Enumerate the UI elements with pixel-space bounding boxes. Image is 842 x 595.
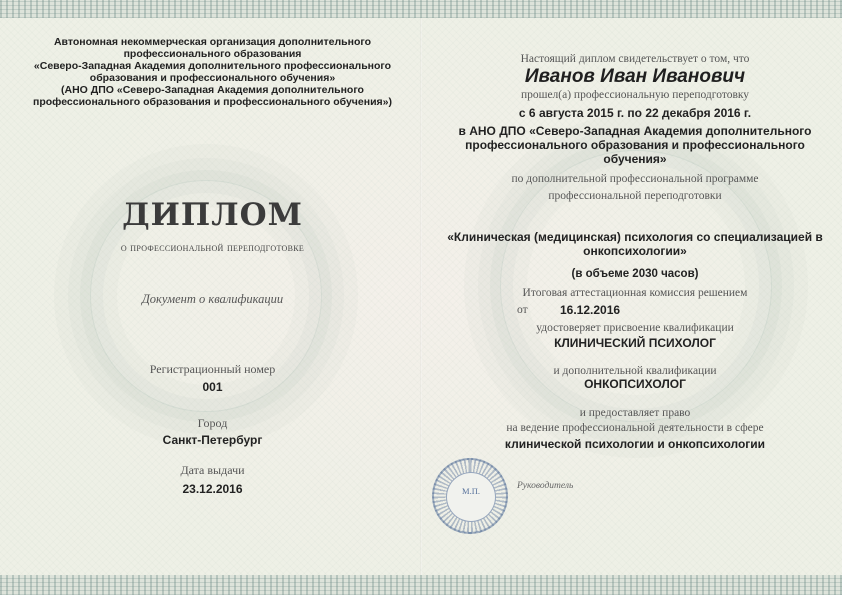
grants-right-statement: и предоставляет право (579, 407, 691, 419)
academy-name (450, 124, 820, 166)
issue-date-label: Дата выдачи (180, 463, 245, 477)
activity-statement: на ведение профессиональной деятельности в сфере (506, 422, 764, 434)
commission-statement: Итоговая аттестационная комиссия решением (522, 287, 748, 299)
seal-center (446, 472, 496, 522)
city-label: Город (197, 416, 228, 430)
page-fold (420, 18, 422, 575)
program-name (445, 230, 825, 258)
decision-from-label: от (517, 304, 528, 316)
academy-line: в АНО ДПО «Северо-Западная Академия дополнительного (458, 124, 812, 138)
document-type-label: Документ о квалификации (141, 292, 284, 306)
organization-line: профессионального образования (123, 48, 302, 60)
certificate-intro: Настоящий диплом свидетельствует о том, что (520, 53, 750, 65)
city-value: Санкт-Петербург (162, 433, 263, 447)
director-signature-label: Руководитель (517, 481, 574, 491)
diploma-title: ДИПЛОМ (122, 197, 303, 233)
program-type-line1: по дополнительной профессиональной программе (511, 173, 759, 185)
official-seal-stamp (432, 458, 508, 534)
professional-field: клинической психологии и онкопсихологии (504, 437, 766, 451)
registration-number-label: Регистрационный номер (149, 362, 276, 376)
issue-date: 23.12.2016 (182, 482, 243, 496)
organization-line: образования и профессионального обучения» (89, 72, 336, 84)
organization-line: (АНО ДПО «Северо-Западная Академия дополнительного (61, 84, 364, 96)
additional-qualification-label: и дополнительной квалификации (553, 365, 717, 377)
diploma-subtitle: о профессиональной переподготовке (120, 240, 305, 254)
program-name-line: «Клиническая (медицинская) психология со специализацией в (447, 230, 823, 244)
top-ornament-border (0, 0, 842, 18)
retraining-statement: прошел(а) профессиональную переподготовку (520, 89, 750, 101)
program-volume: (в объеме 2030 часов) (571, 268, 699, 280)
organization-line: «Северо-Западная Академия дополнительного профессионального (33, 60, 392, 72)
organization-name (20, 36, 405, 108)
bottom-ornament-border (0, 575, 842, 595)
program-type-line2: профессиональной переподготовки (548, 190, 722, 202)
certifies-statement: удостоверяет присвоение квалификации (536, 322, 734, 334)
organization-line: профессионального образования и профессионального обучения») (32, 96, 392, 108)
study-period: с 6 августа 2015 г. по 22 декабря 2016 г. (518, 106, 752, 120)
organization-line: Автономная некоммерческая организация дополнительного (53, 36, 372, 48)
academy-line: профессионального образования и профессионального (465, 138, 805, 152)
program-name-line: онкопсихологии» (583, 244, 687, 258)
holder-full-name: Иванов Иван Иванович (524, 66, 746, 87)
registration-number: 001 (202, 380, 223, 394)
additional-qualification: ОНКОПСИХОЛОГ (584, 377, 686, 391)
seal-text: М.П. (462, 486, 480, 496)
decision-date: 16.12.2016 (560, 303, 621, 317)
academy-line: обучения» (603, 152, 667, 166)
qualification: КЛИНИЧЕСКИЙ ПСИХОЛОГ (554, 336, 716, 350)
